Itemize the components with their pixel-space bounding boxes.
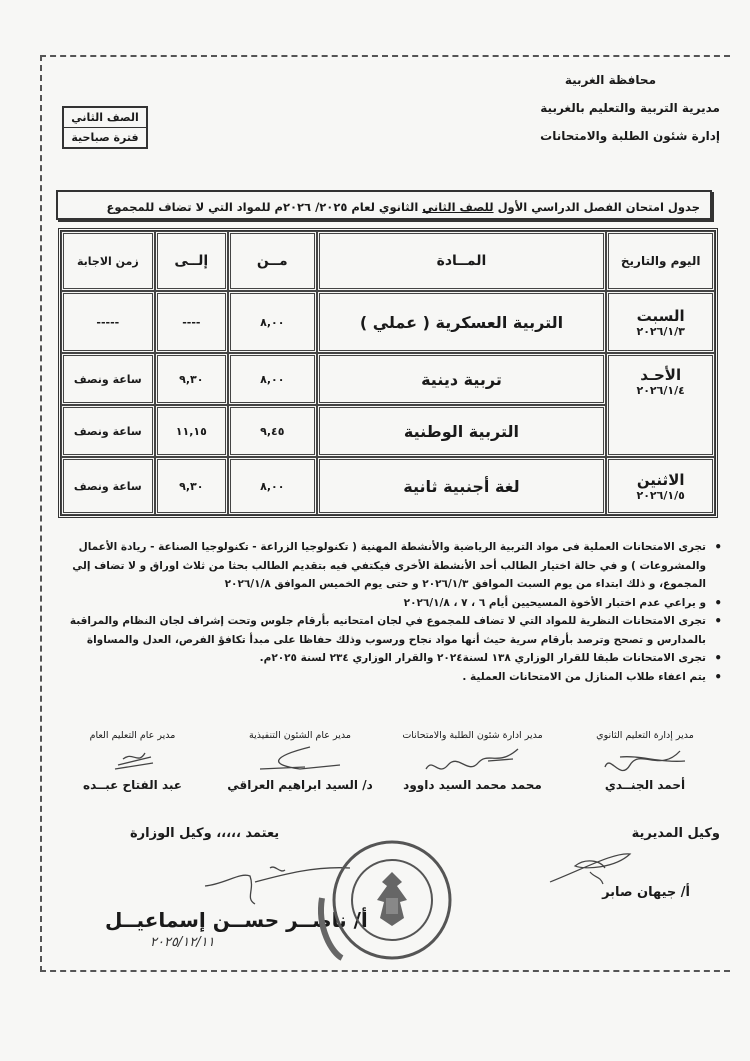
exam-schedule-table — [58, 228, 718, 518]
minister-approval-title: يعتمد ،،،،، وكيل الوزارة — [130, 826, 280, 841]
note-item: • تجرى الامتحانات العملية فى مواد التربية الرياضية والأنشطة المهنية ( تكنولوجيا الزراعة - تكنولوجيا الصناعة - ريادة الأعمال والمشروعات ) و في حالة اختيار الطالب أحد الأنشطة الأخرى فيكتفي فيه بتقديم الطالب بحثا من ثلاث اوراق و لا تضاف إلي المجموع، و ذلك ابتداء من يوم السبت الموافق ٢٠٢٦/١/٣ و حتى يوم الخميس الموافق ٢٠٢٦/١/٨ — [58, 538, 706, 594]
note-item: • تجرى الامتحانات النظرية للمواد التي لا تضاف للمجموع في لجان امتحانيه بأرقام جلوس وتحت إشراف لجان النظام والمراقبة بالمدارس و تصحح وترصد بأرقام سرية حيث أنها مواد نجاح ورسوب وذلك حفاظا على مبدأ تكافؤ الفرص، العدل والمساواة — [58, 612, 706, 649]
from-cell: ٨,٠٠ — [228, 457, 317, 515]
signature-block — [570, 730, 720, 792]
header-day-date: اليوم والتاريخ — [606, 231, 715, 291]
title-grade-underlined: للصف الثاني — [422, 200, 494, 214]
approval-date: ٢٠٢٥/١٢/١١ — [150, 935, 215, 950]
note-item: • تجرى الامتحانات طبقا للقرار الوزاري ١٣٨ لسنة٢٠٢٤ والقرار الوزاري ٢٣٤ لسنة ٢٠٢٥م. — [58, 649, 706, 668]
table-header-row — [61, 231, 715, 291]
table-row — [61, 291, 715, 353]
signature-name: عبد الفتاح عبــده — [82, 778, 182, 792]
period-label: فترة صباحية — [64, 127, 146, 147]
handwritten-signature-icon — [600, 743, 690, 773]
signature-name: أحمد الجنــدي — [604, 778, 686, 792]
schedule-title — [56, 190, 712, 220]
deputy-directorate-name: أ/ جيهان صابر — [602, 885, 690, 900]
department-label: إدارة شئون الطلبة والامتحانات — [540, 129, 720, 143]
subject-cell: لغة أجنبية ثانية — [317, 457, 607, 515]
header-from: مــن — [228, 231, 317, 291]
official-eagle-seal-icon — [312, 838, 462, 968]
handwritten-signature-icon — [103, 743, 163, 773]
signature-block — [65, 730, 200, 792]
day-date: ٢٠٢٦/١/٣ — [636, 324, 685, 338]
signatures-row — [58, 730, 720, 800]
day-cell — [606, 291, 715, 353]
header-to: إلــى — [155, 231, 228, 291]
duration-cell: ساعة ونصف — [61, 457, 155, 515]
handwritten-signature-icon — [545, 848, 635, 888]
governorate-label: محافظة الغربية — [564, 73, 656, 87]
day-name: الاثنين — [636, 470, 685, 489]
table-row — [61, 353, 715, 405]
duration-cell: ساعة ونصف — [61, 353, 155, 405]
from-cell: ٨,٠٠ — [228, 353, 317, 405]
title-part-2: الثانوي لعام ٢٠٢٥/ ٢٠٢٦م للمواد التي لا تضاف للمجموع — [106, 200, 423, 214]
handwritten-signature-icon — [418, 743, 528, 773]
duration-cell: ساعة ونصف — [61, 405, 155, 457]
signature-role: مدير عام الشئون التنفيذية — [249, 730, 351, 741]
notes-list — [58, 538, 724, 686]
day-date: ٢٠٢٦/١/٤ — [636, 384, 685, 397]
to-cell: ---- — [155, 291, 228, 353]
from-cell: ٩,٤٥ — [228, 405, 317, 457]
day-cell — [606, 353, 715, 457]
day-date: ٢٠٢٦/١/٥ — [636, 488, 685, 502]
signature-role: مدير ادارة شئون الطلبة والامتحانات — [402, 730, 543, 741]
day-name: الأحـد — [640, 366, 682, 384]
note-item: • و يراعي عدم اختبار الأخوة المسيحيين أيام ٦ ، ٧ ، ٢٠٢٦/١/٨ — [58, 594, 706, 613]
to-cell: ٩,٣٠ — [155, 353, 228, 405]
document-header — [460, 66, 720, 150]
directorate-label: مديرية التربية والتعليم بالغربية — [540, 101, 720, 115]
table-row — [61, 457, 715, 515]
title-part-1: جدول امتحان الفصل الدراسي الأول — [493, 200, 700, 214]
grade-label: الصف الثاني — [71, 111, 139, 124]
signature-role: مدير عام التعليم العام — [89, 730, 176, 741]
subject-cell: تربية دينية — [317, 353, 607, 405]
day-cell — [606, 457, 715, 515]
handwritten-signature-icon — [250, 743, 350, 773]
signature-name: محمد محمد السيد داوود — [403, 778, 542, 792]
signature-name: د/ السيد ابراهيم العراقي — [227, 778, 373, 792]
signature-role: مدير إدارة التعليم الثانوي — [596, 730, 694, 741]
subject-cell: التربية العسكرية ( عملي ) — [317, 291, 607, 353]
signature-block — [385, 730, 560, 792]
day-name: السبت — [636, 306, 685, 325]
to-cell: ١١,١٥ — [155, 405, 228, 457]
to-cell: ٩,٣٠ — [155, 457, 228, 515]
deputy-directorate-title: وكيل المديرية — [631, 826, 720, 841]
from-cell: ٨,٠٠ — [228, 291, 317, 353]
header-duration: زمن الاجابة — [61, 231, 155, 291]
duration-cell: ----- — [61, 291, 155, 353]
header-subject: المــادة — [317, 231, 607, 291]
minister-deputy-name: أ/ ناصــر حســن إسماعيــل — [105, 908, 368, 932]
class-period-box — [62, 106, 148, 149]
subject-cell: التربية الوطنية — [317, 405, 607, 457]
note-item: • يتم اعفاء طلاب المنازل من الامتحانات العملية . — [58, 668, 706, 687]
signature-block — [225, 730, 375, 792]
